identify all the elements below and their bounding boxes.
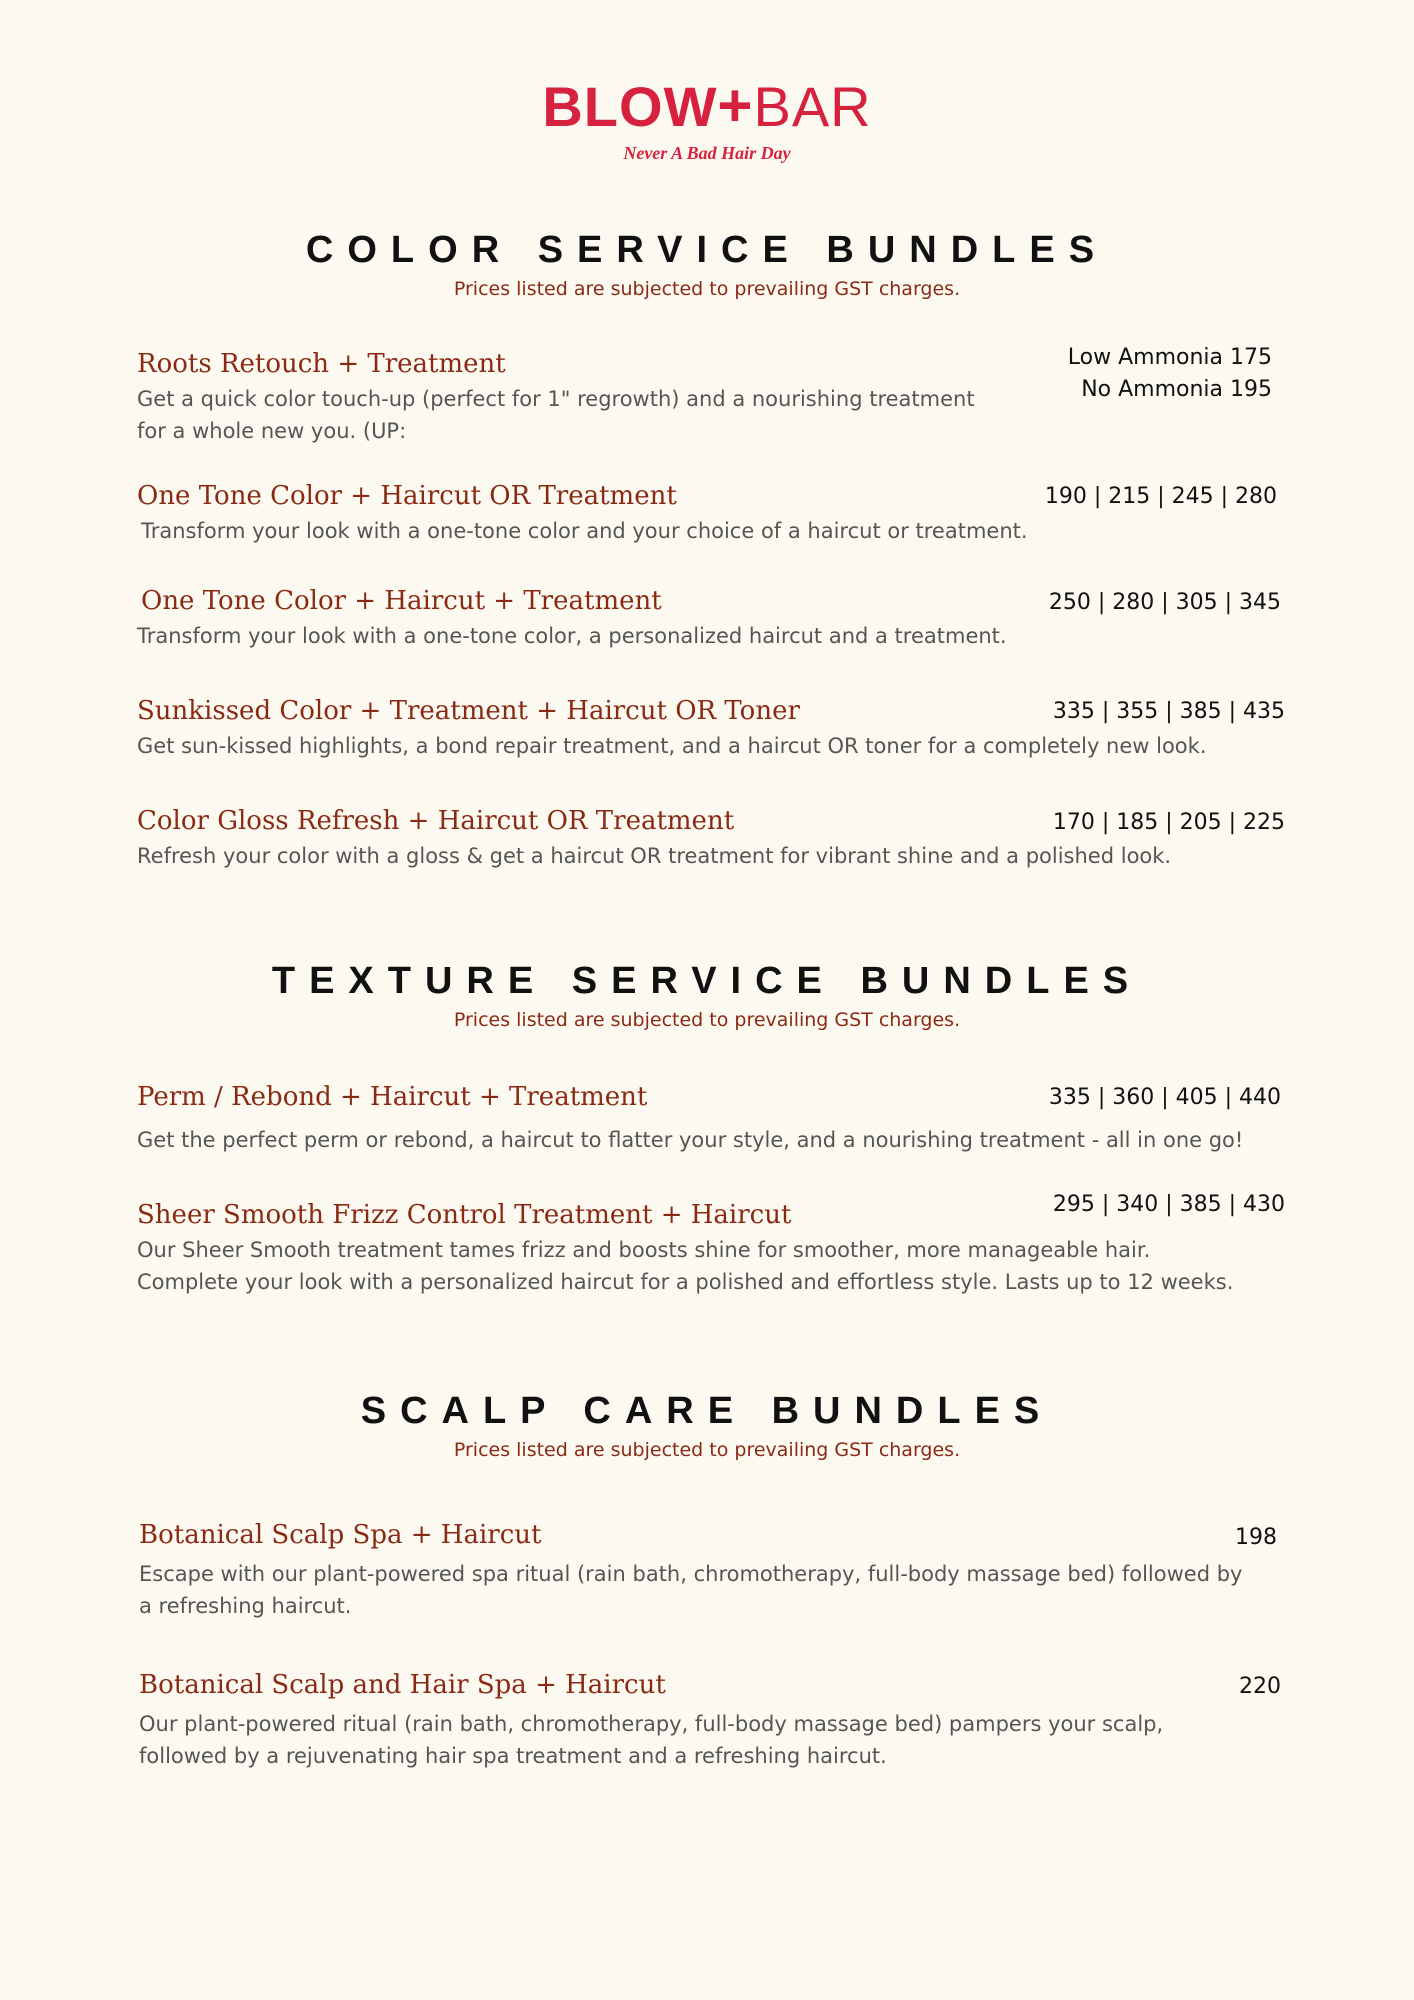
brand-logo xyxy=(0,72,1414,164)
service-price: 198 xyxy=(1235,1525,1277,1550)
section-title-color: COLOR SERVICE BUNDLES xyxy=(305,229,1109,271)
brand-tagline: Never A Bad Hair Day xyxy=(623,143,791,163)
service-name: Sunkissed Color + Treatment + Haircut OR Toner xyxy=(137,696,800,726)
price-low-ammonia: Low Ammonia 175 xyxy=(1067,345,1272,370)
section-title-texture: TEXTURE SERVICE BUNDLES xyxy=(271,960,1143,1002)
service-description-line: Complete your look with a personalized haircut for a polished and effortless style. Lasts up to 12 weeks. xyxy=(137,1270,1234,1294)
service-description: Get the perfect perm or rebond, a haircut to flatter your style, and a nourishing treatment - all in one go! xyxy=(137,1128,1244,1152)
service-description: Refresh your color with a gloss & get a haircut OR treatment for vibrant shine and a polished look. xyxy=(137,844,1172,868)
section-title-scalp: SCALP CARE BUNDLES xyxy=(360,1390,1054,1432)
service-description xyxy=(137,1234,1287,1298)
service-description: Transform your look with a one-tone color and your choice of a haircut or treatment. xyxy=(141,519,1028,543)
logo-bar: BAR xyxy=(753,75,872,138)
service-name: One Tone Color + Haircut OR Treatment xyxy=(137,481,677,511)
logo-blow: BLOW xyxy=(542,75,718,138)
service-description-line: Our Sheer Smooth treatment tames frizz and boosts shine for smoother, more manageable hair. xyxy=(137,1238,1151,1262)
service-price: 335 | 355 | 385 | 435 xyxy=(1052,699,1285,724)
logo-plus: + xyxy=(717,72,754,139)
gst-note-scalp: Prices listed are subjected to prevailing GST charges. xyxy=(453,1439,961,1461)
service-description: Transform your look with a one-tone color, a personalized haircut and a treatment. xyxy=(137,624,1007,648)
logo-wordmark xyxy=(0,72,1414,139)
service-name: Roots Retouch + Treatment xyxy=(137,349,506,379)
service-name: Perm / Rebond + Haircut + Treatment xyxy=(137,1082,648,1112)
service-description-line: Our plant-powered ritual (rain bath, chromotherapy, full-body massage bed) pampers your scalp, xyxy=(139,1712,1164,1736)
service-description xyxy=(139,1708,1289,1772)
service-price: 250 | 280 | 305 | 345 xyxy=(1048,590,1281,615)
service-name: Color Gloss Refresh + Haircut OR Treatment xyxy=(137,806,735,836)
gst-note-color: Prices listed are subjected to prevailing GST charges. xyxy=(453,278,961,300)
service-description-line: followed by a rejuvenating hair spa treatment and a refreshing haircut. xyxy=(139,1744,887,1768)
service-name: Sheer Smooth Frizz Control Treatment + Haircut xyxy=(137,1200,792,1230)
service-description: Get sun-kissed highlights, a bond repair treatment, and a haircut OR toner for a completely new look. xyxy=(137,734,1207,758)
service-name: One Tone Color + Haircut + Treatment xyxy=(141,586,662,616)
gst-note-texture: Prices listed are subjected to prevailing GST charges. xyxy=(453,1009,961,1031)
service-description: Get a quick color touch-up (perfect for 1" regrowth) and a nourishing treatment for a whole new you. (UP: xyxy=(137,387,975,443)
service-price: 170 | 185 | 205 | 225 xyxy=(1052,810,1285,835)
service-name: Botanical Scalp and Hair Spa + Haircut xyxy=(139,1670,666,1700)
service-price: 190 | 215 | 245 | 280 xyxy=(1044,484,1277,509)
service-botanical-scalp-hair-spa xyxy=(139,1668,1289,1772)
service-price: 335 | 360 | 405 | 440 xyxy=(1048,1085,1281,1110)
service-name: Botanical Scalp Spa + Haircut xyxy=(139,1520,542,1550)
service-price: 220 xyxy=(1239,1674,1281,1699)
service-price: 295 | 340 | 385 | 430 xyxy=(1052,1192,1285,1217)
service-price xyxy=(1068,342,1272,406)
service-description-line: a refreshing haircut. xyxy=(139,1594,352,1618)
price-no-ammonia: No Ammonia 195 xyxy=(1081,377,1272,402)
service-description-line: Escape with our plant-powered spa ritual (rain bath, chromotherapy, full-body massage bed) followed by xyxy=(139,1562,1243,1586)
service-botanical-scalp-spa xyxy=(139,1518,1289,1622)
service-description xyxy=(139,1558,1289,1622)
